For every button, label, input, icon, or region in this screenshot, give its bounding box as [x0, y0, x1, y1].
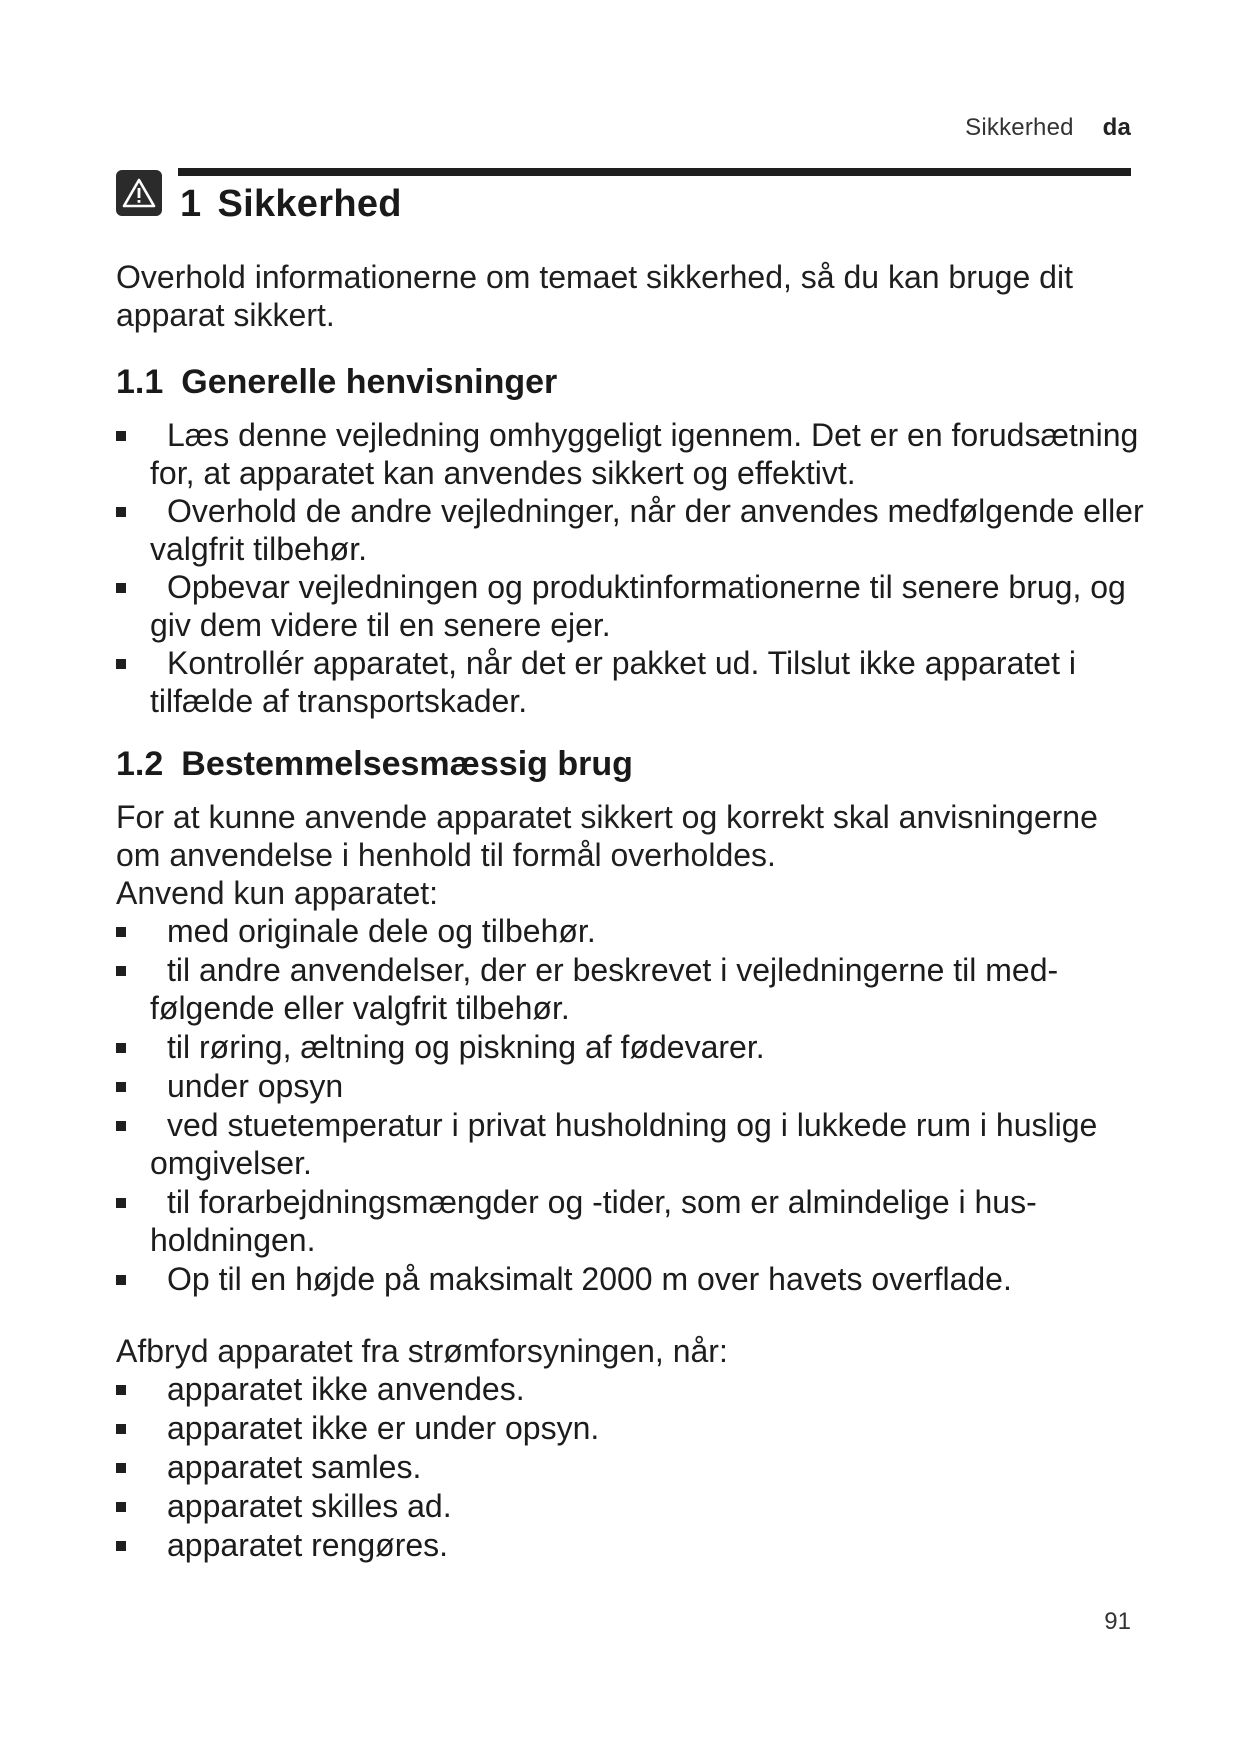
list-item: under opsyn	[116, 1067, 1146, 1105]
bullet-square-icon	[116, 583, 126, 593]
chapter-number: 1	[180, 183, 202, 225]
list-item: ved stuetemperatur i privat husholdning og i lukkede rum i huslige omgivelser.	[116, 1106, 1146, 1182]
list-item: apparatet ikke anvendes.	[116, 1370, 1146, 1408]
bullet-square-icon	[116, 1541, 126, 1551]
list-item: Op til en højde på maksimalt 2000 m over havets overflade.	[116, 1260, 1146, 1298]
warning-triangle-icon	[116, 170, 162, 216]
bullet-square-icon	[116, 659, 126, 669]
bullet-square-icon	[116, 1275, 126, 1285]
bullet-square-icon	[116, 1502, 126, 1512]
bullet-square-icon	[116, 1043, 126, 1053]
list-item: til andre anvendelser, der er beskrevet i vejledningerne til medfølgende eller valgfrit tilbehør.	[116, 951, 1146, 1027]
chapter-rule	[178, 168, 1131, 176]
page-number: 91	[1104, 1608, 1131, 1635]
list-item: med originale dele og tilbehør.	[116, 912, 1146, 950]
bullet-square-icon	[116, 1463, 126, 1473]
chapter-title	[180, 183, 402, 226]
section-heading	[116, 362, 1146, 402]
list-item: Læs denne vejledning omhyggeligt igennem. Det er en forudsætning for, at apparatet kan anvendes sikkert og effektivt.	[116, 416, 1146, 492]
list-item: Kontrollér apparatet, når det er pakket ud. Tilslut ikke apparatet i tilfælde af transportskader.	[116, 644, 1146, 720]
section-number: 1.2	[116, 745, 164, 783]
bullet-square-icon	[116, 431, 126, 441]
general-notes-list	[116, 416, 1146, 720]
running-header-language: da	[1102, 114, 1131, 141]
section-title: Generelle henvisninger	[181, 363, 558, 401]
section-number: 1.1	[116, 363, 164, 401]
intended-use-paragraph: For at kunne anvende apparatet sikkert og korrekt skal anvisningerne om anvendelse i henhold til formål overholdes.	[116, 799, 1098, 873]
disconnect-lead: Afbryd apparatet fra strømforsyningen, når:	[116, 1333, 728, 1369]
list-item: apparatet samles.	[116, 1448, 1146, 1486]
bullet-square-icon	[116, 1424, 126, 1434]
list-item: Opbevar vejledningen og produktinformationerne til senere brug, og giv dem videre til en senere ejer.	[116, 568, 1146, 644]
bullet-square-icon	[116, 927, 126, 937]
page-content	[116, 258, 1146, 1598]
section-heading	[116, 744, 1146, 784]
list-item: apparatet rengøres.	[116, 1526, 1146, 1564]
list-item: apparatet ikke er under opsyn.	[116, 1409, 1146, 1447]
list-item: til røring, æltning og piskning af fødevarer.	[116, 1028, 1146, 1066]
list-item: til forarbejdningsmængder og -tider, som er almindelige i husholdningen.	[116, 1183, 1146, 1259]
bullet-square-icon	[116, 1385, 126, 1395]
bullet-square-icon	[116, 1121, 126, 1131]
list-item: Overhold de andre vejledninger, når der anvendes medfølgende eller valgfrit tilbehør.	[116, 492, 1146, 568]
chapter-title-text: Sikkerhed	[217, 183, 402, 225]
running-header-section: Sikkerhed	[965, 114, 1074, 141]
bullet-square-icon	[116, 507, 126, 517]
bullet-square-icon	[116, 1082, 126, 1092]
disconnect-list	[116, 1370, 1146, 1564]
use-lead: Anvend kun apparatet:	[116, 875, 439, 911]
bullet-square-icon	[116, 1198, 126, 1208]
chapter-intro: Overhold informationerne om temaet sikkerhed, så du kan bruge dit apparat sikkert.	[116, 259, 1073, 333]
bullet-square-icon	[116, 966, 126, 976]
list-item: apparatet skilles ad.	[116, 1487, 1146, 1525]
section-general-notes	[116, 362, 1146, 720]
use-list	[116, 912, 1146, 1298]
section-title: Bestemmelsesmæssig brug	[181, 745, 633, 783]
running-header	[965, 114, 1131, 142]
section-intended-use	[116, 744, 1146, 1564]
